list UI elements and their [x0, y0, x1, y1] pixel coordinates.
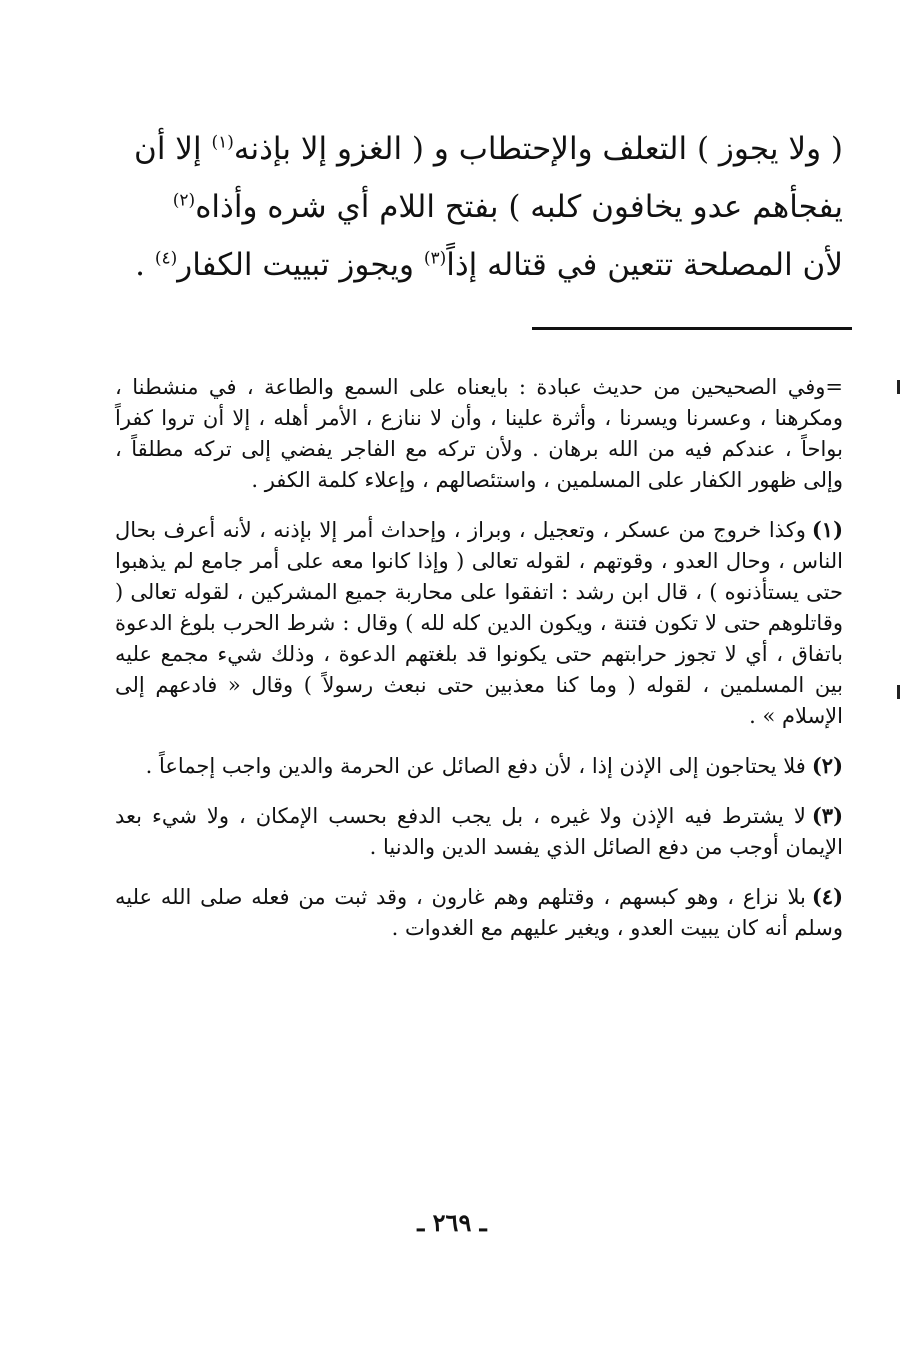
footnote-4	[115, 881, 843, 944]
footnote-ref-3: (٣)	[423, 248, 447, 269]
footnotes	[115, 372, 843, 962]
margin-mark	[897, 685, 900, 699]
footnote-text: وكذا خروج من عسكر ، وتعجيل ، وبراز ، وإحداث أمر إلا بإذنه ، لأنه أعرف بحال الناس ، وحال العدو ، وقوتهم ، لقوله تعالى ( وإذا كانوا معه على أمر جامع لم يذهبوا حتى يستأذنوه ) ، قال ابن رشد : اتفقوا على محاربة جميع المشركين ، لقوله تعالى ( وقاتلوهم حتى لا تكون فتنة ، ويكون الدين كله لله ) وقال : شرط الحرب بلوغ الدعوة باتفاق ، أي لا تجوز حرابتهم حتى يكونوا قد بلغتهم الدعوة ، وذلك شيء مجمع عليه بين المسلمين ، لقوله ( وما كنا معذبين حتى نبعث رسولاً ) وقال « فادعهم إلى الإسلام » .	[115, 518, 843, 728]
main-line-3: لأن المصلحة تتعين في قتاله إذاً$^{(٣)}$ ويجوز تبييت الكفار$^{(٤)}$ .	[135, 247, 843, 283]
footnote-number: (٣)	[811, 803, 843, 828]
footnote-1	[115, 514, 843, 732]
footnote-2	[115, 750, 843, 782]
footnote-ref-4: (٤)	[154, 248, 178, 269]
footnote-text: لا يشترط فيه الإذن ولا غيره ، بل يجب الدفع بحسب الإمكان ، ولا شيء بعد الإيمان أوجب من دفع الصائل الذي يفسد الدين والدنيا .	[115, 804, 843, 859]
footnote-text: فلا يحتاجون إلى الإذن إذا ، لأن دفع الصائل عن الحرمة والدين واجب إجماعاً .	[145, 754, 806, 778]
page-number: ـ ٢٦٩ ـ	[417, 1208, 487, 1237]
footnote-number: (١)	[811, 517, 843, 542]
main-text	[115, 120, 843, 294]
main-line-2: يفجأهم عدو يخافون كلبه ) بفتح اللام أي شره وأذاه$^{(٢)}$	[172, 189, 843, 225]
footnote-text: بلا نزاع ، وهو كبسهم ، وقتلهم وهم غارون ، وقد ثبت من فعله صلى الله عليه وسلم أنه كان يبيت العدو ، ويغير عليهم مع الغدوات .	[115, 885, 843, 940]
margin-mark	[897, 380, 900, 394]
footnote-3	[115, 800, 843, 863]
footnote-ref-2: (٢)	[172, 190, 196, 211]
footnote-number: (٢)	[811, 753, 843, 778]
footnote-ref-1: (١)	[211, 132, 234, 153]
footnote-continuation: =وفي الصحيحين من حديث عبادة : بايعناه على السمع والطاعة ، في منشطنا ، ومكرهنا ، وعسرنا ويسرنا ، وأثرة علينا ، وأن لا ننازع ، الأمر أهله ، إلا أن تروا كفراً بواحاً ، عندكم فيه من الله برهان . ولأن تركه مع الفاجر يفضي إلى تركه مطلقاً ، وإلى ظهور الكفار على المسلمين ، واستئصالهم ، وإعلاء كلمة الكفر .	[115, 375, 843, 492]
footnote-separator-rule	[532, 327, 852, 330]
main-line-1: ( ولا يجوز ) التعلف والإحتطاب و ( الغزو إلا بإذنه$^{(١)}$ إلا أن	[134, 131, 843, 167]
main-text-block	[115, 120, 843, 294]
footnote-number: (٤)	[811, 884, 843, 909]
